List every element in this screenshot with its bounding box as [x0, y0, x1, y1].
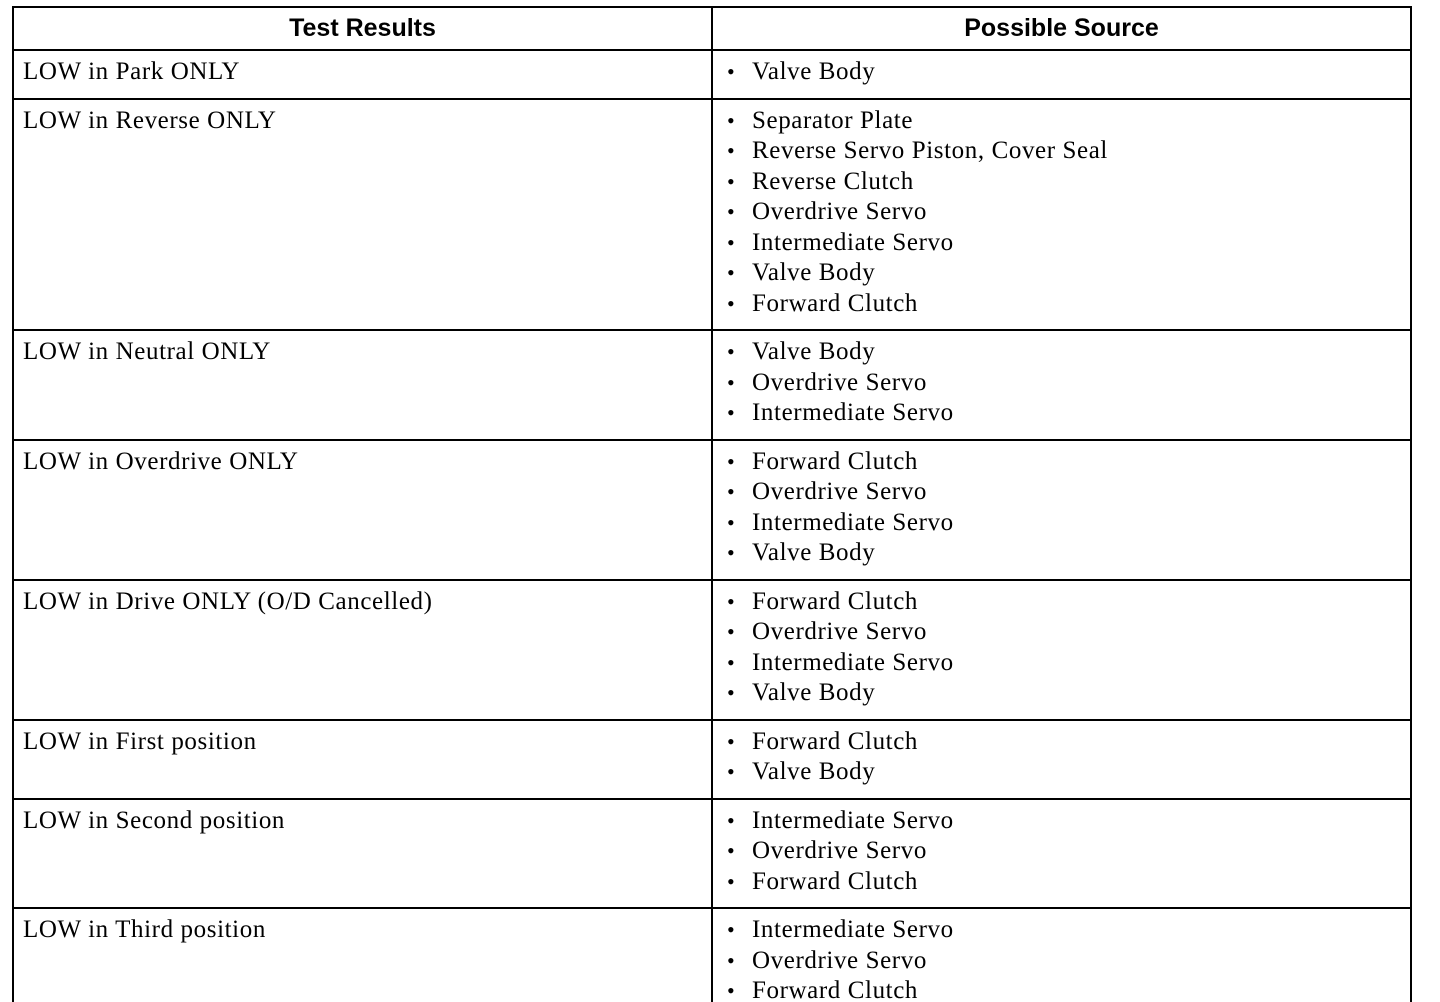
possible-source-item: • Overdrive Servo	[727, 368, 1410, 399]
test-result-text: LOW in Neutral ONLY	[23, 338, 271, 365]
test-result-text: LOW in Second position	[23, 806, 286, 834]
table-row	[13, 799, 1411, 909]
test-result-text: LOW in Reverse ONLY	[23, 106, 277, 134]
possible-source-item: • Forward Clutch	[727, 727, 1410, 758]
test-result-cell	[13, 440, 712, 580]
possible-source-cell	[712, 50, 1411, 99]
table-row	[13, 580, 1411, 720]
header-possible-source: Possible Source	[712, 7, 1411, 50]
possible-source-item: • Overdrive Servo	[727, 617, 1410, 648]
possible-source-item: • Valve Body	[727, 337, 1410, 368]
test-result-cell	[13, 330, 712, 440]
possible-source-list	[713, 100, 1410, 330]
possible-source-item: • Overdrive Servo	[727, 197, 1410, 228]
test-result-cell	[13, 908, 712, 1002]
table-body	[13, 50, 1411, 1002]
test-result-cell	[13, 99, 712, 331]
pressure-test-results-table	[12, 6, 1412, 1002]
possible-source-item: • Forward Clutch	[727, 867, 1410, 898]
possible-source-item: • Intermediate Servo	[727, 508, 1410, 539]
possible-source-list	[713, 581, 1410, 719]
possible-source-cell	[712, 908, 1411, 1002]
possible-source-item: • Reverse Servo Piston, Cover Seal	[727, 136, 1410, 167]
possible-source-item: • Overdrive Servo	[727, 946, 1410, 977]
test-result-text: LOW in Drive ONLY (O/D Cancelled)	[23, 587, 433, 615]
possible-source-item: • Forward Clutch	[727, 447, 1410, 478]
test-result-cell	[13, 50, 712, 99]
possible-source-item: • Valve Body	[727, 757, 1410, 788]
table-row	[13, 99, 1411, 331]
possible-source-cell	[712, 99, 1411, 331]
possible-source-cell	[712, 720, 1411, 799]
possible-source-list	[713, 51, 1410, 98]
possible-source-item: • Forward Clutch	[727, 587, 1410, 618]
table-row	[13, 908, 1411, 1002]
possible-source-cell	[712, 330, 1411, 440]
table-row	[13, 50, 1411, 99]
table-row	[13, 440, 1411, 580]
test-result-text: LOW in Park ONLY	[23, 58, 241, 85]
header-test-results: Test Results	[13, 7, 712, 50]
possible-source-item: • Valve Body	[727, 57, 1410, 88]
possible-source-item: • Intermediate Servo	[727, 806, 1410, 837]
possible-source-item: • Forward Clutch	[727, 976, 1410, 1002]
table-row	[13, 720, 1411, 799]
possible-source-list	[713, 721, 1410, 798]
table-row	[13, 330, 1411, 440]
possible-source-item: • Valve Body	[727, 538, 1410, 569]
possible-source-item: • Intermediate Servo	[727, 915, 1410, 946]
possible-source-list	[713, 331, 1410, 439]
possible-source-item: • Overdrive Servo	[727, 477, 1410, 508]
possible-source-item: • Valve Body	[727, 678, 1410, 709]
test-result-text: LOW in Overdrive ONLY	[23, 447, 299, 475]
possible-source-item: • Reverse Clutch	[727, 167, 1410, 198]
possible-source-cell	[712, 799, 1411, 909]
test-result-cell	[13, 580, 712, 720]
possible-source-item: • Valve Body	[727, 258, 1410, 289]
possible-source-item: • Forward Clutch	[727, 289, 1410, 320]
possible-source-list	[713, 800, 1410, 908]
possible-source-list	[713, 909, 1410, 1002]
possible-source-item: • Separator Plate	[727, 106, 1410, 137]
possible-source-item: • Intermediate Servo	[727, 648, 1410, 679]
possible-source-cell	[712, 580, 1411, 720]
table-header-row	[13, 7, 1411, 50]
possible-source-list	[713, 441, 1410, 579]
test-result-text: LOW in First position	[23, 727, 257, 755]
possible-source-item: • Intermediate Servo	[727, 398, 1410, 429]
possible-source-item: • Overdrive Servo	[727, 836, 1410, 867]
test-result-text: LOW in Third position	[23, 916, 266, 943]
possible-source-cell	[712, 440, 1411, 580]
possible-source-item: • Intermediate Servo	[727, 228, 1410, 259]
test-result-cell	[13, 799, 712, 909]
test-result-cell	[13, 720, 712, 799]
